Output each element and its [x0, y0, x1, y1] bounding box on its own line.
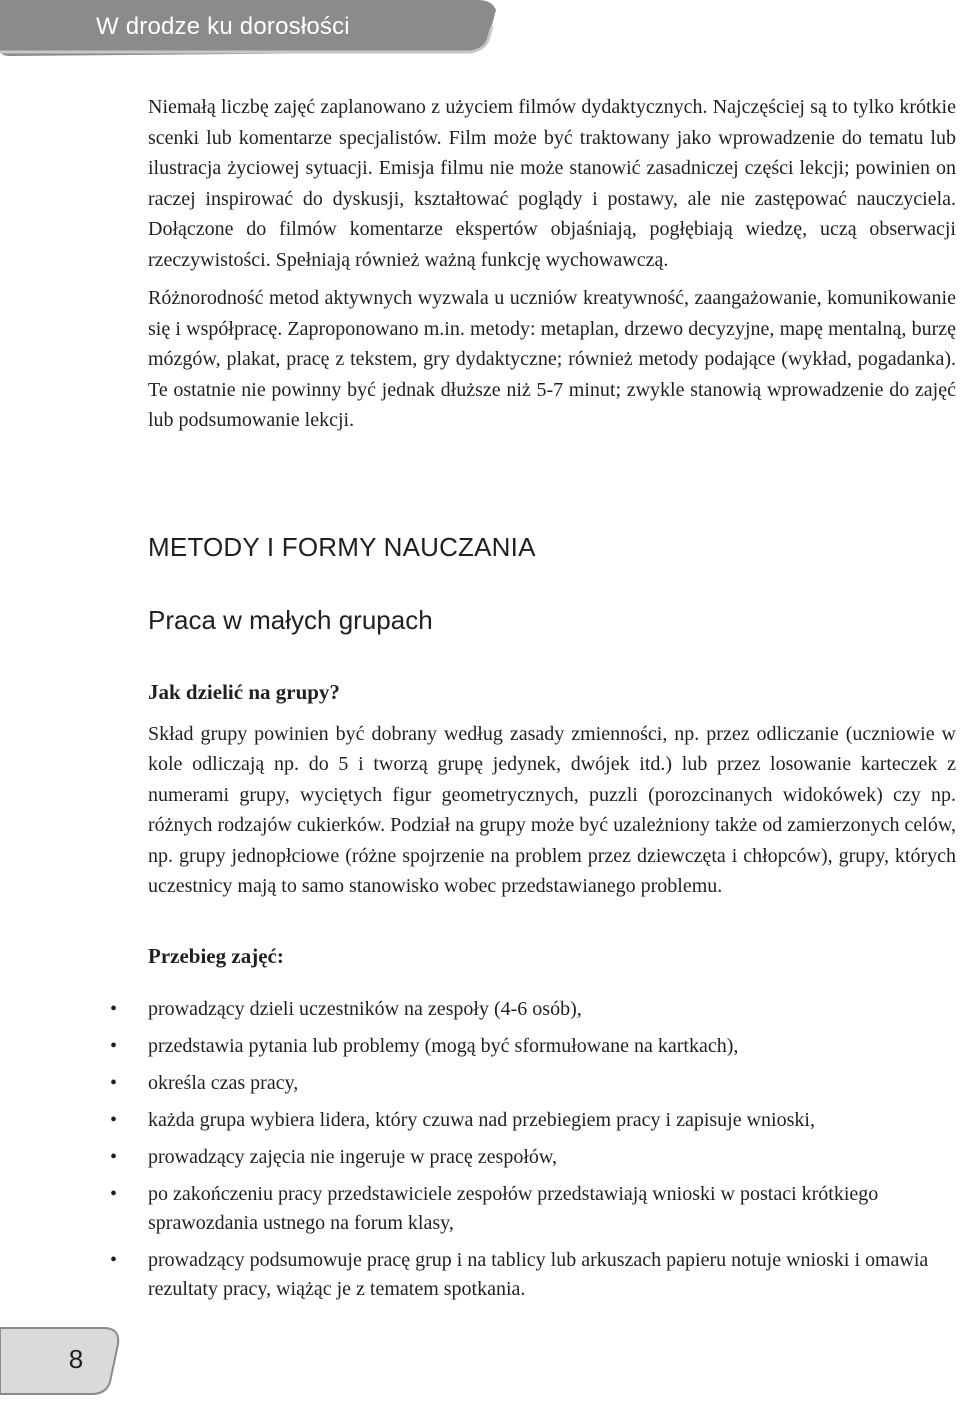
list-item: • po zakończeniu pracy przedstawiciele zespołów przedstawiają wnioski w postaci krótkiego sprawozdania ustnego na forum klasy, [64, 1180, 956, 1238]
header-band [0, 0, 960, 58]
bullet-icon: • [110, 1071, 118, 1094]
bullet-icon: • [110, 1248, 118, 1271]
course-heading: Przebieg zajęć: [148, 943, 284, 968]
list-item: • przedstawia pytania lub problemy (mogą być sformułowane na kartkach), [64, 1032, 956, 1061]
intro-paragraph-films: Niemałą liczbę zajęć zaplanowano z użyciem filmów dydaktycznych. Najczęściej są to tylko krótkie scenki lub komentarze specjalistów. Film może być traktowany jako wprowadzenie do tematu lub ilustracja życiowej sytuacji. Emisja filmu nie może stanowić zasadniczej części lekcji; powinien on raczej inspirować do dyskusji, kształtować poglądy i postawy, ale nie zastępować nauczyciela. Dołączone do filmów komentarze ekspertów objaśniają, pogłębiają wiedzę, uczą obserwacji rzeczywistości. Spełniają również ważną funkcję wychowawczą. [148, 96, 956, 271]
bullet-icon: • [110, 1034, 118, 1057]
bullet-icon: • [110, 1145, 118, 1168]
running-header-title: W drodze ku dorosłości [96, 13, 350, 40]
list-item: • określa czas pracy, [64, 1069, 956, 1098]
page-number: 8 [68, 1344, 84, 1374]
question-heading: Jak dzielić na grupy? [148, 679, 340, 704]
course-steps-list [110, 995, 956, 1304]
grouping-paragraph: Skład grupy powinien być dobrany według zasady zmienności, np. przez odliczanie (uczniowie w kole odliczają np. do 5 i tworzą grupę jedynek, dwójek itd.) lub przez losowanie karteczek z numerami grupy, wyciętych figur geometrycznych, puzzli (porozcinanych widokówek) czy np. różnych rodzajów cukierków. Podział na grupy może być uzależniony także od zamierzonych celów, np. grupy jednopłciowe (różne spojrzenie na problem przez dziewczęta i chłopców), grupy, których uczestnicy mają to samo stanowisko wobec przedstawianego problemu. [148, 722, 956, 897]
page-content [110, 92, 956, 1312]
subsection-heading: Praca w małych grupach [148, 604, 433, 635]
list-item: • prowadzący dzieli uczestników na zespoły (4-6 osób), [64, 995, 956, 1024]
list-item: • każda grupa wybiera lidera, który czuwa nad przebiegiem pracy i zapisuje wnioski, [64, 1106, 956, 1135]
bullet-icon: • [110, 997, 118, 1020]
list-item: • prowadzący podsumowuje pracę grup i na tablicy lub arkuszach papieru notuje wnioski i omawia rezultaty pracy, wiążąc je z tematem spotkania. [64, 1246, 956, 1304]
intro-paragraph-methods: Różnorodność metod aktywnych wyzwala u uczniów kreatywność, zaangażowanie, komunikowanie się i współpracę. Zaproponowano m.in. metody: metaplan, drzewo decyzyjne, mapę mentalną, burzę mózgów, plakat, pracę z tekstem, gry dydaktyczne; również metody podające (wykład, pogadanka). Te ostatnie nie powinny być jednak dłuższe niż 5-7 minut; zwykle stanowią wprowadzenie do zajęć lub podsumowanie lekcji. [148, 287, 956, 431]
list-item: • prowadzący zajęcia nie ingeruje w pracę zespołów, [64, 1143, 956, 1172]
section-heading: METODY I FORMY NAUCZANIA [148, 531, 536, 562]
bullet-icon: • [110, 1108, 118, 1131]
bullet-icon: • [110, 1182, 118, 1205]
